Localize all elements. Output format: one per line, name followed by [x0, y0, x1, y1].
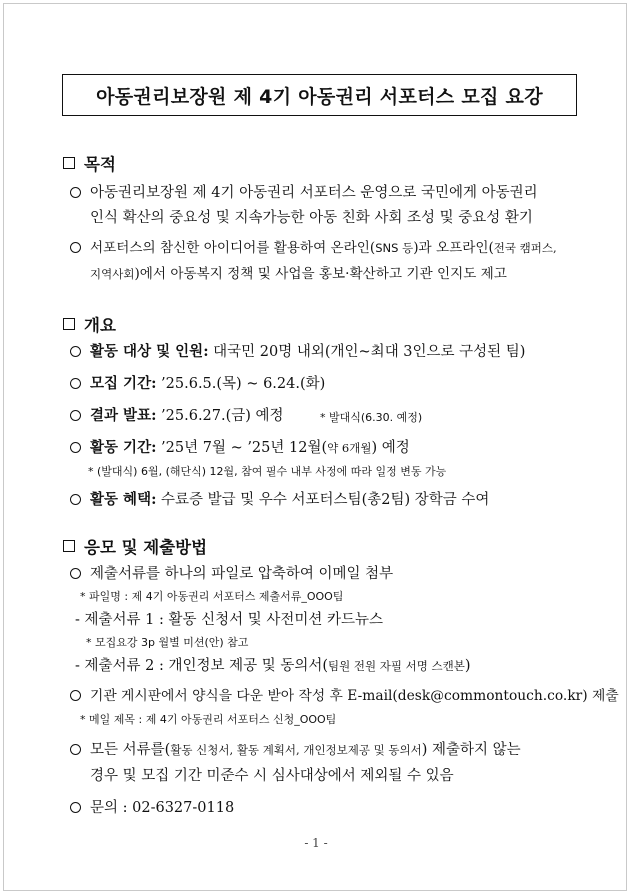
apply-doc-1: - 제출서류 1 : 활동 신청서 및 사전미션 카드뉴스 [75, 612, 384, 628]
apply-item-3 [70, 743, 521, 758]
purpose-item-2 [70, 242, 557, 256]
text-run: ) 예정 [371, 440, 410, 456]
overview-target [70, 345, 525, 360]
apply-contact [70, 801, 234, 816]
document-title: 아동권리보장원 제 4기 아동권리 서포터스 모집 요강 [62, 74, 577, 116]
circle-bullet-icon [70, 690, 81, 701]
section-heading-text: 개요 [84, 316, 116, 335]
section-heading-apply [63, 534, 207, 558]
circle-bullet-icon [70, 802, 81, 813]
text-run: ) 제출하지 않는 [421, 742, 521, 758]
section-heading-text: 응모 및 제출방법 [84, 538, 208, 557]
text-run-small: 활동 신청서, 활동 계획서, 개인정보제공 및 동의서 [170, 743, 422, 757]
text-run-small: SNS 등 [375, 241, 414, 255]
square-bullet-icon [63, 540, 75, 552]
text-run: )과 오프라인( [413, 240, 494, 256]
section-heading-purpose [63, 151, 116, 175]
purpose-item-1-cont: 인식 확산의 중요성 및 지속가능한 아동 친화 사회 조성 및 중요성 환기 [90, 210, 533, 226]
overview-result-note: * 발대식(6.30. 예정) [320, 411, 423, 424]
page-number: - 1 - [304, 836, 328, 850]
circle-bullet-icon [70, 346, 81, 357]
field-label: 결과 발표: [90, 407, 157, 424]
square-bullet-icon [63, 157, 75, 169]
purpose-item-2-cont [90, 268, 507, 282]
overview-benefit [70, 493, 489, 508]
apply-item-1 [70, 567, 393, 582]
circle-bullet-icon [70, 568, 81, 579]
overview-recruit [70, 377, 325, 392]
text-run: 서포터스의 참신한 아이디어를 활용하여 온라인( [90, 240, 376, 256]
text-run: )에서 아동복지 정책 및 사업을 홍보·확산하고 기관 인지도 제고 [134, 266, 507, 282]
field-value: ’25.6.27.(금) 예정 [161, 408, 284, 424]
text-run-small: 전국 캠퍼스, [493, 241, 557, 255]
field-label: 모집 기간: [90, 375, 157, 392]
circle-bullet-icon [70, 187, 81, 198]
overview-period-note: * (발대식) 6월, (해단식) 12월, 참여 필수 내부 사정에 따라 일정 변동 가능 [88, 465, 447, 478]
text-run-small: 팀원 전원 자필 서명 스캔본 [328, 659, 465, 673]
apply-doc-2 [75, 659, 471, 674]
purpose-item-1 [70, 186, 538, 201]
apply-item-3-cont: 경우 및 모집 기간 미준수 시 심사대상에서 제외될 수 있음 [90, 768, 454, 784]
text-run-small: 지역사회 [90, 267, 135, 281]
circle-bullet-icon [70, 744, 81, 755]
purpose-item-1-text: 아동권리보장원 제 4기 아동권리 서포터스 운영으로 국민에게 아동권리 [90, 185, 538, 201]
contact-text: 문의 : 02-6327-0118 [90, 800, 235, 816]
apply-item-2-text: 기관 게시판에서 양식을 다운 받아 작성 후 E-mail(desk@commontouch.co.kr) 제출 [90, 688, 619, 704]
circle-bullet-icon [70, 378, 81, 389]
text-run: 모든 서류를( [90, 742, 171, 758]
circle-bullet-icon [70, 442, 81, 453]
overview-result [70, 409, 284, 424]
square-bullet-icon [63, 318, 75, 330]
apply-item-1-text: 제출서류를 하나의 파일로 압축하여 이메일 첨부 [90, 566, 394, 582]
text-run: ) [464, 658, 471, 674]
circle-bullet-icon [70, 410, 81, 421]
field-label: 활동 기간: [90, 439, 157, 456]
section-heading-overview [63, 312, 116, 336]
text-run: - 제출서류 2 : 개인정보 제공 및 동의서( [75, 658, 329, 674]
field-label: 활동 대상 및 인원: [90, 343, 209, 360]
apply-note-subject: * 메일 제목 : 제 4기 아동권리 서포터스 신청_OOO팀 [80, 713, 337, 726]
field-value: 수료증 발급 및 우수 서포터스팀(총2팀) 장학금 수여 [161, 492, 490, 508]
apply-note-mission: * 모집요강 3p 월별 미션(안) 참고 [86, 636, 249, 649]
field-value: 대국민 20명 내외(개인~최대 3인으로 구성된 팀) [213, 344, 526, 360]
text-run-small: 약 6개월 [327, 441, 372, 455]
section-heading-text: 목적 [84, 155, 116, 174]
apply-item-2 [70, 690, 619, 704]
field-label: 활동 혜택: [90, 491, 157, 508]
circle-bullet-icon [70, 494, 81, 505]
apply-note-filename: * 파일명 : 제 4기 아동권리 서포터스 제출서류_OOO팀 [80, 590, 344, 603]
text-run: ’25년 7월 ~ ’25년 12월( [161, 440, 328, 456]
overview-period [70, 441, 410, 456]
field-value: ’25.6.5.(목) ~ 6.24.(화) [161, 376, 326, 392]
circle-bullet-icon [70, 242, 81, 253]
